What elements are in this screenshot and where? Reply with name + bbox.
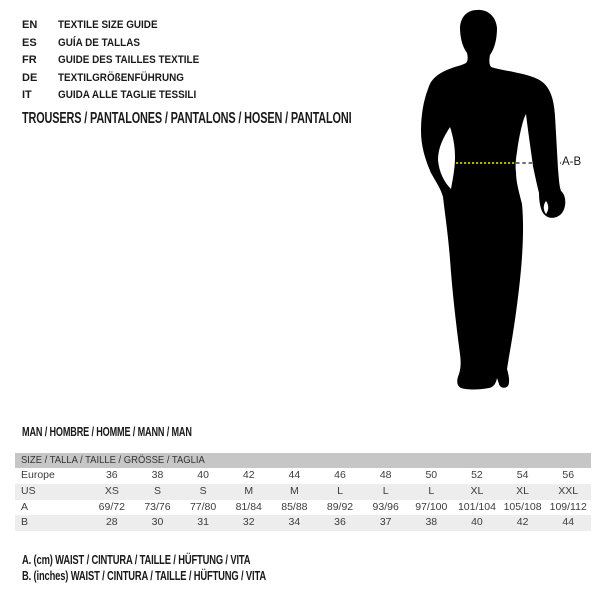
size-value-cell: XXL (558, 484, 579, 497)
size-value-cell: 85/88 (281, 500, 308, 513)
gender-title (22, 424, 265, 440)
size-value-cell: 44 (288, 469, 301, 481)
measurement-label: A-B (562, 156, 582, 168)
language-label-text: TEXTILGRÖßENFÜHRUNG (58, 71, 184, 84)
size-value-cell: 30 (151, 516, 164, 529)
size-value-cell: 44 (562, 516, 575, 529)
row-label: A (21, 500, 29, 513)
size-value-cell: S (199, 484, 207, 497)
size-value-cell: M (244, 484, 254, 497)
table-row (15, 500, 591, 516)
size-value-cell: 38 (151, 469, 164, 481)
size-value-cell: XS (104, 484, 119, 497)
size-value-cell: 31 (197, 516, 209, 529)
gender-title-text: MAN / HOMBRE / HOMME / MANN / MAN (22, 424, 192, 439)
size-value-cell: L (428, 484, 435, 497)
size-value-cell: L (382, 484, 389, 497)
size-value-cell: 101/104 (457, 500, 496, 513)
size-value-cell: 56 (562, 469, 575, 481)
size-value-cell: XL (516, 484, 529, 497)
measurement-notes (22, 552, 347, 585)
size-value-cell: 36 (334, 516, 346, 529)
size-value-cell: 69/72 (98, 500, 125, 513)
size-value-cell: 93/96 (372, 500, 399, 513)
language-label-text: GUIDA ALLE TAGLIE TESSILI (58, 89, 197, 102)
size-table (15, 453, 591, 531)
size-table-header (15, 453, 591, 468)
man-silhouette (421, 10, 565, 390)
size-value-cell: 109/112 (549, 500, 587, 513)
language-code: EN (22, 19, 38, 31)
size-value-cell: 105/108 (503, 500, 542, 513)
size-value-cell: 40 (197, 469, 209, 481)
measurement-note-text: A. (cm) WAIST / CINTURA / TAILLE / HÜFTUNG / VITA (22, 553, 251, 567)
size-value-cell: 97/100 (415, 500, 448, 513)
size-value-cell: 37 (379, 516, 392, 529)
table-row (15, 515, 591, 531)
size-table-header-text: SIZE / TALLA / TAILLE / GRÖSSE / TAGLIA (21, 454, 205, 466)
language-label-text: GUÍA DE TALLAS (58, 36, 140, 49)
size-value-cell: L (337, 484, 343, 497)
language-code: FR (22, 54, 37, 67)
measurement-note (22, 568, 347, 584)
measurement-note (22, 552, 347, 568)
language-label-text: GUIDE DES TAILLES TEXTILE (58, 54, 200, 67)
size-value-cell: 77/80 (189, 500, 217, 513)
category-title-text: TROUSERS / PANTALONES / PANTALONS / HOSEN / PANTALONI (22, 110, 352, 127)
size-value-cell: 54 (516, 469, 529, 481)
language-code: ES (22, 36, 37, 49)
size-value-cell: 73/76 (144, 500, 171, 513)
size-value-cell: 48 (379, 469, 392, 481)
size-value-cell: 34 (288, 516, 301, 529)
size-value-cell: 32 (242, 516, 255, 529)
measurement-note-text: B. (inches) WAIST / CINTURA / TAILLE / HÜFTUNG / VITA (22, 569, 266, 584)
table-row (15, 468, 591, 484)
size-value-cell: 38 (425, 516, 438, 529)
size-value-cell: XL (470, 484, 484, 497)
size-value-cell: M (290, 484, 299, 497)
size-value-cell: 89/92 (326, 500, 354, 513)
size-value-cell: 81/84 (235, 500, 262, 513)
language-label-text: TEXTILE SIZE GUIDE (58, 19, 158, 31)
size-table-body (15, 468, 591, 531)
size-value-cell: 52 (471, 469, 483, 481)
row-label: US (21, 484, 36, 497)
size-value-cell: S (153, 484, 161, 497)
row-label: B (21, 516, 29, 529)
size-value-cell: 28 (105, 516, 118, 529)
size-value-cell: 42 (242, 469, 255, 481)
size-value-cell: 50 (425, 469, 438, 481)
language-code: DE (22, 71, 38, 84)
size-value-cell: 42 (516, 516, 529, 529)
table-row (15, 484, 591, 500)
size-value-cell: 36 (105, 469, 118, 481)
language-code: IT (22, 89, 32, 102)
size-value-cell: 46 (334, 469, 346, 481)
row-label: Europe (21, 469, 55, 481)
size-value-cell: 40 (471, 516, 483, 529)
